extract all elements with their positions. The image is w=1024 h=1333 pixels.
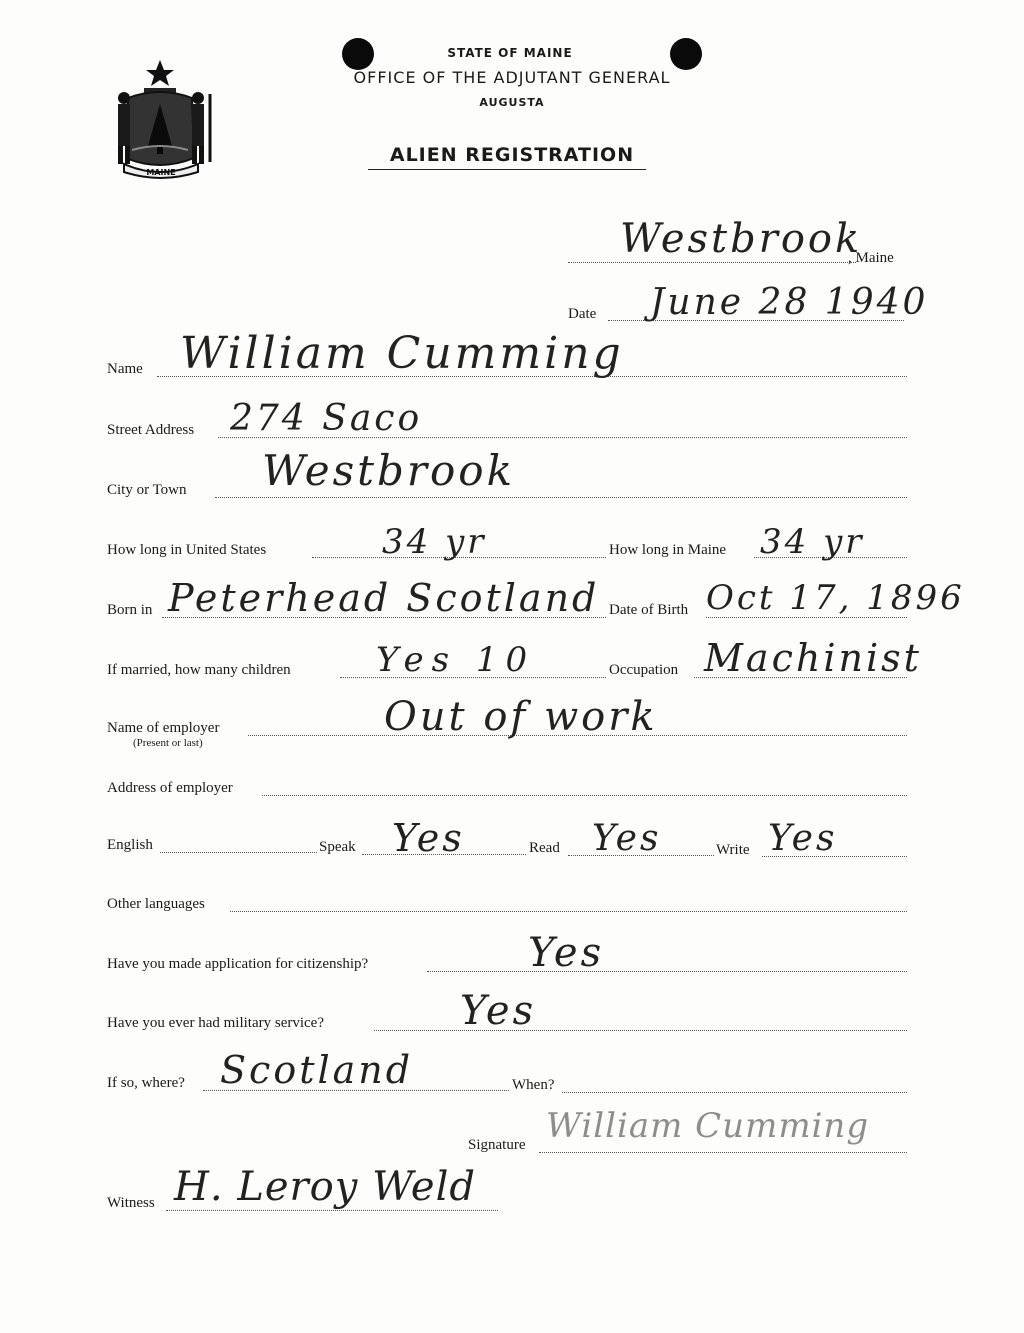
english-label: English (107, 837, 153, 853)
header-state: STATE OF MAINE (447, 46, 573, 60)
form-title: ALIEN REGISTRATION (389, 144, 635, 166)
write-value: Yes (768, 818, 838, 859)
other-languages-label: Other languages (107, 896, 205, 912)
employer-value: Out of work (384, 694, 658, 740)
witness-line (166, 1210, 498, 1211)
witness-label: Witness (107, 1195, 155, 1211)
place-line (568, 262, 856, 263)
street-value: 274 Saco (230, 398, 423, 439)
street-label: Street Address (107, 422, 195, 438)
employer-address-line (262, 795, 907, 796)
date-label: Date (568, 306, 597, 322)
english-line (160, 852, 317, 853)
signature-line (539, 1152, 907, 1153)
svg-text:MAINE: MAINE (146, 168, 176, 177)
city-value: Westbrook (262, 446, 516, 495)
citizenship-line (427, 971, 907, 972)
occupation-label: Occupation (609, 662, 679, 678)
place-value: Westbrook (620, 216, 863, 262)
employer-address-label: Address of employer (107, 780, 233, 796)
date-value: June 28 1940 (650, 282, 929, 323)
born-in-label: Born in (107, 602, 153, 618)
military-label: Have you ever had military service? (107, 1015, 324, 1031)
employer-label: Name of employer (107, 720, 220, 736)
form-title-underline (368, 169, 646, 170)
header-city: AUGUSTA (479, 96, 545, 109)
other-languages-line (230, 911, 907, 912)
military-line (374, 1030, 907, 1031)
when-line (562, 1092, 907, 1093)
children-label: If married, how many children (107, 662, 291, 678)
years-maine-value: 34 yr (760, 522, 865, 562)
city-line (215, 497, 907, 498)
signature-label: Signature (468, 1137, 526, 1153)
dob-label: Date of Birth (609, 602, 689, 618)
place-label: , Maine (848, 250, 894, 266)
write-label: Write (716, 842, 750, 858)
name-label: Name (107, 361, 143, 377)
occupation-value: Machinist (704, 636, 922, 680)
read-label: Read (529, 840, 560, 856)
where-value: Scotland (220, 1048, 414, 1092)
where-label: If so, where? (107, 1075, 185, 1091)
employer-sublabel: (Present or last) (133, 737, 203, 749)
citizenship-label: Have you made application for citizenship? (107, 956, 369, 972)
citizenship-value: Yes (528, 930, 605, 976)
years-us-label: How long in United States (107, 542, 267, 558)
header-office: OFFICE OF THE ADJUTANT GENERAL (353, 68, 671, 87)
when-label: When? (512, 1077, 555, 1093)
years-maine-label: How long in Maine (609, 542, 727, 558)
years-us-value: 34 yr (382, 522, 487, 562)
military-value: Yes (460, 988, 537, 1034)
city-label: City or Town (107, 482, 187, 498)
witness-value: H. Leroy Weld (174, 1164, 476, 1210)
signature-value: William Cumming (546, 1106, 870, 1146)
born-in-value: Peterhead Scotland (168, 576, 600, 620)
speak-value: Yes (392, 816, 465, 860)
read-value: Yes (592, 818, 662, 859)
dob-value: Oct 17, 1896 (706, 578, 965, 618)
speak-label: Speak (319, 839, 356, 855)
name-value: William Cumming (180, 328, 624, 379)
children-value: Yes 10 (376, 640, 536, 680)
